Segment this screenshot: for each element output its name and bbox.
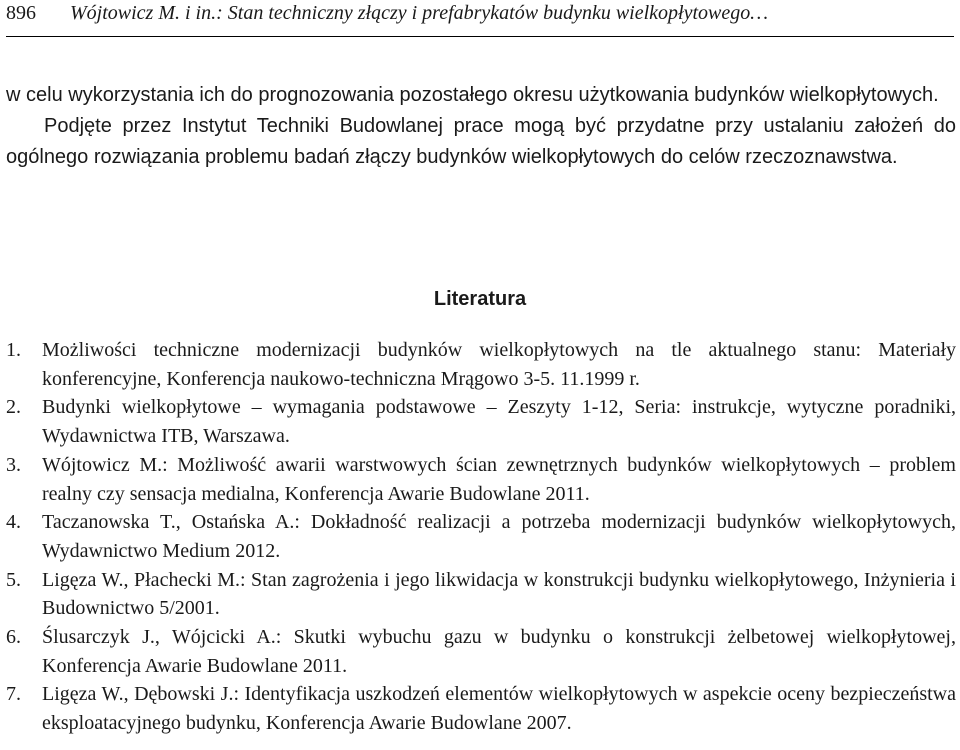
reference-number: 6. — [6, 626, 21, 649]
reference-item — [6, 680, 956, 737]
reference-item — [6, 336, 956, 393]
running-title: Wójtowicz M. i in.: Stan techniczny złączy i prefabrykatów budynku wielkopłytowego… — [70, 2, 769, 24]
reference-text: Ligęza W., Płachecki M.: Stan zagrożenia i jego likwidacja w konstrukcji budynku wielkopłytowego, Inżynieria i Budownictwo 5/2001. — [42, 568, 956, 620]
running-header — [6, 0, 954, 37]
intro-paragraph-1: w celu wykorzystania ich do prognozowania pozostałego okresu użytkowania budynków wielkopłytowych. — [6, 84, 939, 106]
reference-item — [6, 508, 956, 565]
intro-paragraph-2: Podjęte przez Instytut Techniki Budowlanej prace mogą być przydatne przy ustalaniu założeń do ogólnego rozwiązania problemu badań złączy budynków wielkopłytowych do celów rzeczoznawstwa. — [6, 115, 956, 168]
reference-number: 3. — [6, 453, 21, 476]
reference-number: 7. — [6, 683, 21, 706]
reference-item — [6, 393, 956, 450]
reference-text: Ślusarczyk J., Wójcicki A.: Skutki wybuchu gazu w budynku o konstrukcji żelbetowej wielkopłytowej, Konferencja Awarie Budowlane 2011. — [42, 626, 956, 677]
intro-text — [6, 80, 956, 173]
literature-heading: Literatura — [433, 288, 527, 310]
reference-item — [6, 566, 956, 623]
reference-text: Budynki wielkopłytowe – wymagania podstawowe – Zeszyty 1-12, Seria: instrukcje, wytyczne poradniki, Wydawnictwa ITB, Warszawa. — [42, 396, 956, 448]
reference-text: Możliwości techniczne modernizacji budynków wielkopłytowych na tle aktualnego stanu: Materiały konferencyjne, Konferencja naukowo-techniczna Mrągowo 3-5. 11.1999 r. — [42, 339, 956, 390]
reference-item — [6, 451, 956, 508]
reference-text: Wójtowicz M.: Możliwość awarii warstwowych ścian zewnętrznych budynków wielkopłytowych – problem realny czy sensacja medialna, Konferencja Awarie Budowlane 2011. — [42, 453, 956, 505]
reference-item — [6, 623, 956, 680]
reference-list — [6, 336, 956, 738]
page-number: 896 — [6, 2, 36, 24]
reference-number: 2. — [6, 396, 21, 419]
reference-number: 5. — [6, 568, 21, 591]
reference-number: 4. — [6, 511, 21, 534]
reference-number: 1. — [6, 339, 21, 361]
reference-text: Ligęza W., Dębowski J.: Identyfikacja uszkodzeń elementów wielkopłytowych w aspekcie oceny bezpieczeństwa eksploatacyjnego budynku, Konferencja Awarie Budowlane 2007. — [42, 683, 956, 735]
reference-text: Taczanowska T., Ostańska A.: Dokładność realizacji a potrzeba modernizacji budynków wielkopłytowych, Wydawnictwo Medium 2012. — [42, 511, 956, 562]
